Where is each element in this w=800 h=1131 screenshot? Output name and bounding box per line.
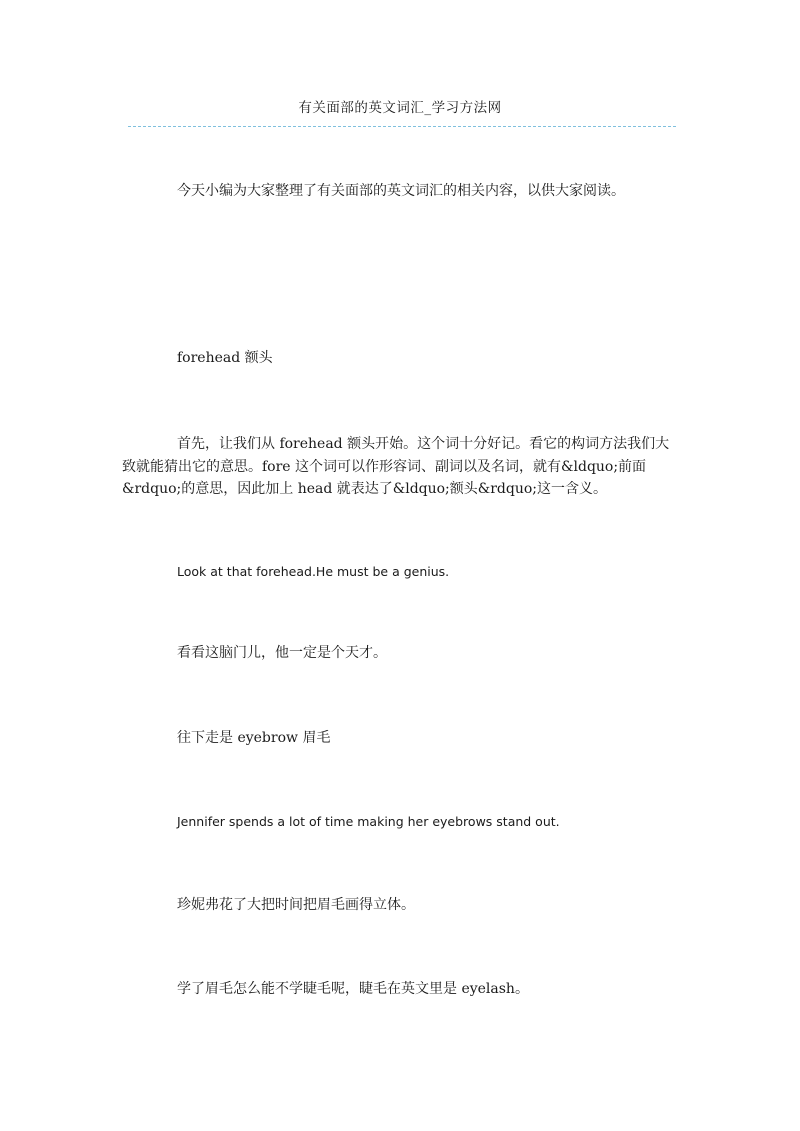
page-title: 有关面部的英文词汇_学习方法网 (298, 100, 502, 116)
translation-forehead: 看看这脑门儿，他一定是个天才。 (177, 645, 387, 661)
vocab-heading-forehead: forehead 额头 (177, 350, 273, 366)
translation-eyebrow: 珍妮弗花了大把时间把眉毛画得立体。 (177, 897, 415, 913)
example-sentence-eyebrow: Jennifer spends a lot of time making her eyebrows stand out. (177, 814, 560, 829)
example-sentence-forehead: Look at that forehead.He must be a genius. (177, 564, 450, 579)
eyelash-intro-paragraph: 学了眉毛怎么能不学睫毛呢，睫毛在英文里是 eyelash。 (177, 981, 529, 997)
intro-paragraph: 今天小编为大家整理了有关面部的英文词汇的相关内容，以供大家阅读。 (177, 183, 625, 199)
forehead-explanation-paragraph: 首先，让我们从 forehead 额头开始。这个词十分好记。看它的构词方法我们大致就能猜出它的意思。fore 这个词可以作形容词、副词以及名词，就有&ldquo;前面&rdquo;的意思，因此加上 head 就表达了&ldquo;额头&rdquo;这一含义。 (122, 436, 670, 497)
vocab-heading-eyebrow: 往下走是 eyebrow 眉毛 (177, 730, 331, 746)
header-divider (128, 126, 676, 127)
